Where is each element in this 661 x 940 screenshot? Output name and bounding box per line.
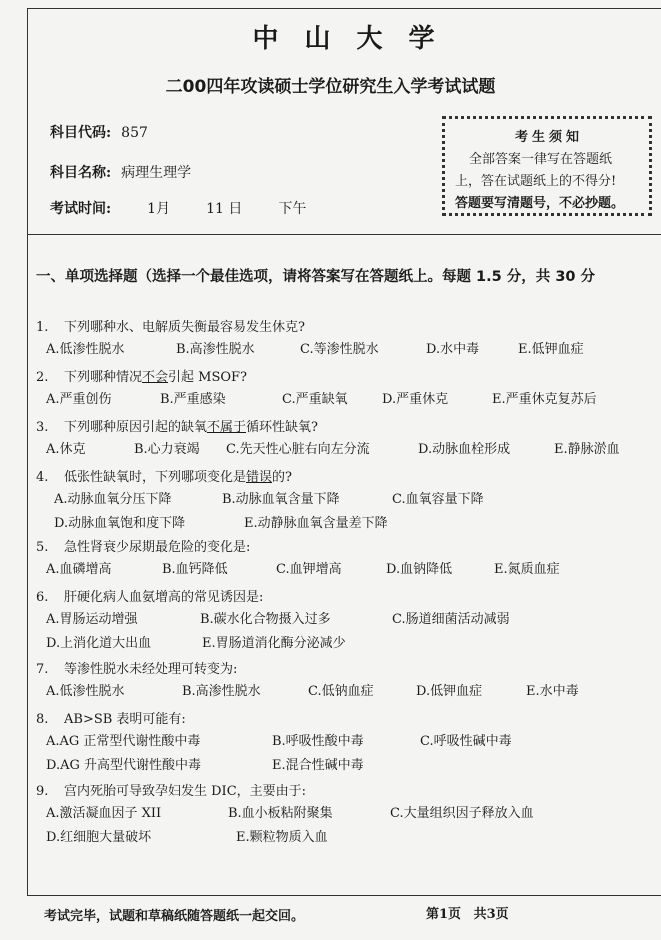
question-stem bbox=[36, 318, 656, 338]
exam-month: 1月 bbox=[147, 201, 171, 217]
option-b: B.呼吸性酸中毒 bbox=[272, 734, 364, 749]
option-e: E.胃肠道消化酶分泌减少 bbox=[202, 636, 346, 651]
option-c: C.血钾增高 bbox=[276, 562, 342, 577]
option-d: D.上消化道大出血 bbox=[46, 636, 152, 651]
question-number: 8. bbox=[36, 712, 49, 727]
page-number: 第1页 共3页 bbox=[426, 907, 509, 922]
question-number: 6. bbox=[36, 590, 49, 605]
question-text-pre: 下列哪种原因引起的缺氧 bbox=[64, 420, 208, 435]
candidate-notice-box bbox=[442, 116, 652, 216]
option-e: E.低钾血症 bbox=[518, 342, 584, 357]
question-6 bbox=[36, 588, 656, 660]
option-a: A.AG 正常型代谢性酸中毒 bbox=[46, 734, 201, 749]
option-d: D.红细胞大量破坏 bbox=[46, 830, 152, 845]
subject-code-row bbox=[50, 122, 148, 142]
option-c: C.等渗性脱水 bbox=[300, 342, 379, 357]
question-number: 1. bbox=[36, 320, 49, 335]
option-b: B.动脉血氧含量下降 bbox=[222, 492, 340, 507]
question-number: 7. bbox=[36, 662, 49, 677]
question-text: 肝硬化病人血氨增高的常见诱因是: bbox=[64, 590, 264, 605]
option-row bbox=[36, 488, 656, 512]
question-stem bbox=[36, 588, 656, 608]
option-d: D.低钾血症 bbox=[416, 684, 483, 699]
question-text-underlined: 不属于 bbox=[207, 420, 247, 435]
question-stem bbox=[36, 538, 656, 558]
option-b: B.血钙降低 bbox=[162, 562, 228, 577]
notice-line-2: 上，答在试题纸上的不得分! bbox=[455, 174, 617, 189]
question-text: AB>SB 表明可能有: bbox=[64, 712, 186, 727]
notice-line-3: 答题要写清题号，不必抄题。 bbox=[455, 196, 625, 211]
question-text-pre: 低张性缺氧时，下列哪项变化是 bbox=[64, 470, 247, 485]
option-a: A.胃肠运动增强 bbox=[46, 612, 138, 627]
question-1 bbox=[36, 318, 656, 368]
option-e: E.氮质血症 bbox=[494, 562, 560, 577]
option-d: D.水中毒 bbox=[426, 342, 480, 357]
option-a: A.低渗性脱水 bbox=[46, 342, 125, 357]
subject-name-label: 科目名称: bbox=[50, 165, 112, 181]
question-5 bbox=[36, 538, 656, 588]
option-row bbox=[36, 802, 656, 826]
subject-name-value: 病理生理学 bbox=[121, 165, 192, 181]
option-a: A.血磷增高 bbox=[46, 562, 112, 577]
option-row bbox=[36, 680, 656, 704]
option-row bbox=[36, 558, 656, 582]
question-number: 3. bbox=[36, 420, 49, 435]
option-b: B.心力衰竭 bbox=[134, 442, 200, 457]
question-number: 9. bbox=[36, 784, 49, 799]
option-d: D.动脉血氧饱和度下降 bbox=[54, 516, 186, 531]
subject-code-value: 857 bbox=[121, 125, 148, 141]
exam-time-label: 考试时间: bbox=[50, 201, 112, 217]
notice-title: 考生须知 bbox=[514, 130, 583, 145]
option-d: D.血钠降低 bbox=[386, 562, 453, 577]
option-c: C.肠道细菌活动减弱 bbox=[392, 612, 510, 627]
question-stem bbox=[36, 710, 656, 730]
exam-time-row bbox=[50, 198, 306, 218]
option-a: A.低渗性脱水 bbox=[46, 684, 125, 699]
question-text-post: 引起 MSOF? bbox=[168, 370, 248, 385]
option-e: E.颗粒物质入血 bbox=[236, 830, 328, 845]
question-text-post: 循环性缺氧? bbox=[246, 420, 319, 435]
question-list bbox=[36, 318, 656, 854]
question-8 bbox=[36, 710, 656, 782]
option-b: B.碳水化合物摄入过多 bbox=[200, 612, 331, 627]
question-text: 等渗性脱水未经处理可转变为: bbox=[64, 662, 238, 677]
option-row bbox=[36, 754, 656, 778]
option-d: D.动脉血栓形成 bbox=[418, 442, 511, 457]
option-b: B.高渗性脱水 bbox=[176, 342, 255, 357]
option-row bbox=[36, 826, 656, 850]
option-row bbox=[36, 338, 656, 362]
option-e: E.静脉淤血 bbox=[554, 442, 620, 457]
question-text-underlined: 不会 bbox=[142, 370, 169, 385]
option-row bbox=[36, 438, 656, 462]
option-e: E.水中毒 bbox=[526, 684, 579, 699]
option-c: C.先天性心脏右向左分流 bbox=[226, 442, 370, 457]
exam-title: 二00四年攻读硕士学位研究生入学考试试题 bbox=[165, 77, 496, 97]
option-e: E.混合性碱中毒 bbox=[272, 758, 364, 773]
option-c: C.呼吸性碱中毒 bbox=[420, 734, 512, 749]
subject-name-row bbox=[50, 162, 191, 182]
university-title: 中山大学 bbox=[252, 24, 461, 54]
subject-code-label: 科目代码: bbox=[50, 125, 112, 141]
option-a: A.休克 bbox=[46, 442, 86, 457]
option-a: A.动脉血氧分压下降 bbox=[54, 492, 172, 507]
question-text-underlined: 错误 bbox=[246, 470, 273, 485]
option-row bbox=[36, 730, 656, 754]
option-d: D.严重休克 bbox=[382, 392, 449, 407]
option-b: B.血小板粘附聚集 bbox=[228, 806, 333, 821]
question-7 bbox=[36, 660, 656, 710]
option-a: A.激活凝血因子 XII bbox=[46, 806, 162, 821]
option-b: B.高渗性脱水 bbox=[182, 684, 261, 699]
question-9 bbox=[36, 782, 656, 854]
question-number: 5. bbox=[36, 540, 49, 555]
option-d: D.AG 升高型代谢性酸中毒 bbox=[46, 758, 201, 773]
question-text-post: 的? bbox=[272, 470, 293, 485]
option-a: A.严重创伤 bbox=[46, 392, 112, 407]
question-2 bbox=[36, 368, 656, 418]
question-stem bbox=[36, 418, 656, 438]
option-c: C.低钠血症 bbox=[308, 684, 374, 699]
question-4 bbox=[36, 468, 656, 538]
option-row bbox=[36, 608, 656, 632]
exam-day: 11 日 bbox=[206, 201, 243, 217]
question-text: 下列哪种水、电解质失衡最容易发生休克? bbox=[64, 320, 305, 335]
option-row bbox=[36, 632, 656, 656]
footer-note: 考试完毕，试题和草稿纸随答题纸一起交回。 bbox=[44, 909, 305, 924]
question-3 bbox=[36, 418, 656, 468]
exam-session: 下午 bbox=[278, 201, 307, 217]
section-heading: 一、单项选择题（选择一个最佳选项，请将答案写在答题纸上。每题 1.5 分，共 30 分 bbox=[36, 269, 596, 285]
header-divider bbox=[27, 234, 661, 235]
option-c: C.大量组织因子释放入血 bbox=[390, 806, 534, 821]
option-b: B.严重感染 bbox=[160, 392, 226, 407]
question-text: 宫内死胎可导致孕妇发生 DIC，主要由于: bbox=[64, 784, 307, 799]
option-row bbox=[36, 512, 656, 536]
option-c: C.严重缺氧 bbox=[282, 392, 348, 407]
question-number: 4. bbox=[36, 470, 49, 485]
notice-line-1: 全部答案一律写在答题纸 bbox=[469, 152, 613, 167]
question-text-pre: 下列哪种情况 bbox=[64, 370, 143, 385]
option-e: E.严重休克复苏后 bbox=[492, 392, 597, 407]
option-row bbox=[36, 388, 656, 412]
question-stem bbox=[36, 368, 656, 388]
question-stem bbox=[36, 468, 656, 488]
question-text: 急性肾衰少尿期最危险的变化是: bbox=[64, 540, 251, 555]
option-e: E.动静脉血氧含量差下降 bbox=[244, 516, 388, 531]
option-c: C.血氧容量下降 bbox=[392, 492, 484, 507]
question-stem bbox=[36, 782, 656, 802]
question-stem bbox=[36, 660, 656, 680]
question-number: 2. bbox=[36, 370, 49, 385]
